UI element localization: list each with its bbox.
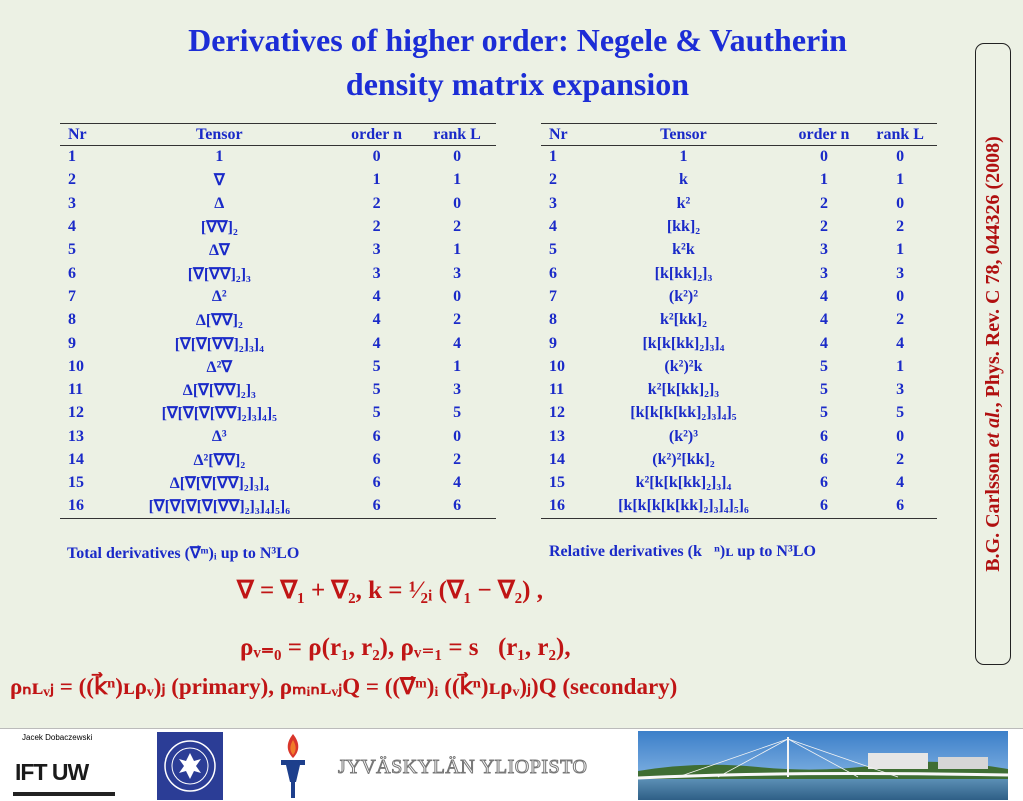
- cell-tensor: ∇: [213, 172, 225, 190]
- cell-rank: 5: [453, 404, 462, 422]
- cell-tensor: [∇∇]₂: [200, 219, 238, 237]
- cell-rank: 2: [896, 451, 905, 468]
- table-row: [60, 332, 496, 355]
- cell-tensor: k²[k[k[kk]₂]₃]₄: [635, 474, 732, 492]
- cell-nr: 14: [68, 451, 84, 468]
- table-row: [60, 309, 496, 332]
- table-row: [60, 146, 496, 169]
- cell-nr: 5: [68, 241, 76, 259]
- total-derivatives-table: [60, 123, 496, 519]
- cell-nr: 15: [549, 474, 565, 492]
- table-row: [541, 262, 937, 285]
- table-row: [541, 355, 937, 378]
- table-row: [541, 495, 937, 518]
- cell-rank: 0: [453, 148, 462, 166]
- table-row: [541, 448, 937, 471]
- cell-order: 5: [819, 404, 828, 422]
- header-rank: rank L: [418, 124, 496, 146]
- table-row: [541, 425, 937, 448]
- cell-order: 3: [819, 241, 828, 259]
- cell-rank: 3: [453, 264, 462, 282]
- cell-rank: 3: [453, 381, 462, 399]
- cell-order: 2: [372, 218, 381, 236]
- cell-order: 6: [335, 495, 418, 518]
- cell-tensor: k²[kk]₂: [659, 311, 707, 329]
- table-row: [60, 169, 496, 192]
- cell-order: 0: [372, 148, 381, 166]
- cell-order: 2: [819, 218, 828, 236]
- citation-ref: , Phys. Rev. C 78, 044326 (2008): [982, 136, 1004, 408]
- total-derivatives-caption: Total derivatives (∇⃗ᵐ)ᵢ up to N³LO: [67, 545, 300, 562]
- citation-authors: B.G. Carlsson: [982, 447, 1004, 572]
- header-rank: rank L: [863, 124, 937, 146]
- cell-rank: 0: [896, 148, 905, 166]
- footer: [0, 728, 1023, 801]
- cell-order: 5: [372, 357, 381, 375]
- cell-nr: 3: [68, 194, 76, 212]
- cell-tensor: [∇[∇∇]₂]₃: [187, 265, 251, 283]
- cell-tensor: [k[kk]₂]₃: [654, 264, 713, 282]
- cell-nr: 3: [549, 194, 557, 212]
- header-tensor: Tensor: [104, 124, 335, 146]
- cell-tensor: [k[k[k[k[kk]₂]₃]₄]₅]₆: [582, 495, 784, 518]
- title-line-2: density matrix expansion: [345, 66, 690, 102]
- cell-rank: 3: [896, 264, 905, 282]
- table-row: [60, 355, 496, 378]
- cell-order: 3: [819, 264, 828, 282]
- table-row: [60, 378, 496, 401]
- table-row: [60, 262, 496, 285]
- cell-order: 6: [785, 495, 864, 518]
- cell-tensor: Δ∇: [208, 242, 230, 260]
- cell-nr: 16: [60, 495, 104, 518]
- cell-nr: 11: [549, 381, 565, 399]
- cell-rank: 2: [453, 218, 462, 236]
- author-name: Jacek Dobaczewski: [22, 733, 93, 742]
- cell-rank: 2: [453, 311, 462, 329]
- cell-nr: 5: [549, 241, 557, 259]
- table-row: [541, 472, 937, 495]
- cell-tensor: [∇[∇[∇[∇[∇∇]₂]₃]₄]₅]₆: [104, 495, 335, 518]
- table-row: [60, 448, 496, 471]
- cell-nr: 4: [549, 218, 557, 236]
- equation-gradient-definitions: ∇ = ∇₁ + ∇₂, k = ¹⁄₂ᵢ (∇₁ − ∇₂) ,: [237, 577, 543, 604]
- table-row: [541, 239, 937, 262]
- cell-nr: 11: [68, 381, 84, 399]
- cell-tensor: [∇[∇[∇∇]₂]₃]₄: [174, 335, 264, 353]
- cell-nr: 4: [68, 218, 76, 236]
- cell-tensor: k: [678, 171, 688, 189]
- table-row: [60, 239, 496, 262]
- cell-nr: 6: [549, 264, 557, 282]
- cell-tensor: Δ²∇: [206, 358, 233, 376]
- cell-tensor: k²: [676, 194, 691, 212]
- cell-nr: 14: [549, 451, 565, 468]
- cell-rank: 1: [453, 357, 462, 375]
- warsaw-university-seal-icon: [157, 732, 223, 800]
- cell-tensor: Δ[∇[∇∇]₂]₃: [182, 382, 256, 400]
- header-order: order n: [335, 124, 418, 146]
- cell-rank: 4: [453, 474, 462, 492]
- cell-tensor: 1: [215, 148, 224, 166]
- header-nr: Nr: [60, 124, 104, 146]
- table-row: [541, 309, 937, 332]
- equation-density-definitions: ρᵥ₌₀ = ρ(r₁, r₂), ρᵥ₌₁ = s⃗(r₁, r₂),: [240, 634, 571, 661]
- cell-nr: 10: [68, 357, 84, 375]
- cell-tensor: (k²)³: [668, 427, 699, 445]
- cell-tensor: (k²)²: [668, 287, 699, 305]
- table-row: [60, 215, 496, 238]
- cell-order: 4: [819, 311, 828, 329]
- cell-tensor: (k²)²k: [664, 357, 703, 375]
- cell-order: 5: [819, 381, 828, 399]
- cell-rank: 0: [896, 427, 905, 445]
- header-nr: Nr: [541, 124, 582, 146]
- cell-order: 5: [819, 357, 828, 375]
- ift-uw-logo-text: IFT UW: [15, 759, 89, 785]
- cell-order: 2: [372, 194, 381, 212]
- table-row: [541, 146, 937, 169]
- table-row: [541, 192, 937, 215]
- cell-nr: 13: [549, 427, 565, 445]
- header-order: order n: [785, 124, 864, 146]
- cell-nr: 16: [541, 495, 582, 518]
- table-row: [60, 425, 496, 448]
- cell-rank: 0: [453, 287, 462, 305]
- cell-order: 0: [819, 148, 828, 166]
- cell-nr: 13: [68, 427, 84, 445]
- cell-nr: 6: [68, 264, 76, 282]
- cell-nr: 10: [549, 357, 565, 375]
- cell-rank: 1: [453, 171, 462, 189]
- cell-nr: 12: [549, 404, 565, 422]
- cell-nr: 9: [68, 334, 76, 352]
- cell-rank: 2: [896, 218, 905, 236]
- table-row: [60, 495, 496, 518]
- cell-rank: 3: [896, 381, 905, 399]
- cell-order: 6: [372, 474, 381, 492]
- cell-tensor: 1: [679, 148, 688, 166]
- cell-rank: 1: [453, 241, 462, 259]
- header-tensor: Tensor: [582, 124, 784, 146]
- cell-order: 5: [372, 381, 381, 399]
- cell-rank: 2: [896, 311, 905, 329]
- cell-order: 6: [372, 451, 381, 468]
- cell-order: 4: [372, 287, 381, 305]
- cell-order: 1: [819, 171, 828, 189]
- cell-order: 6: [819, 474, 828, 492]
- citation-text: [976, 44, 1010, 664]
- table-row: [60, 402, 496, 425]
- cell-rank: 4: [896, 474, 905, 492]
- cell-rank: 0: [896, 287, 905, 305]
- cell-rank: 0: [453, 194, 462, 212]
- cell-order: 1: [372, 171, 381, 189]
- slide-title: [70, 18, 965, 106]
- cell-nr: 1: [68, 148, 76, 166]
- table-row: [541, 215, 937, 238]
- table-row: [541, 332, 937, 355]
- cell-rank: 1: [896, 171, 905, 189]
- ift-uw-logo-bar: [13, 792, 115, 796]
- citation-etal: et al.: [982, 407, 1004, 448]
- cell-tensor: Δ²[∇∇]₂: [193, 452, 246, 469]
- cell-tensor: Δ[∇∇]₂: [195, 312, 243, 330]
- cell-nr: 8: [549, 311, 557, 329]
- cell-tensor: (k²)²[kk]₂: [652, 451, 715, 468]
- table-row: [60, 192, 496, 215]
- cell-order: 4: [819, 287, 828, 305]
- cell-nr: 8: [68, 311, 76, 329]
- cell-rank: 1: [896, 357, 905, 375]
- cell-rank: 2: [453, 451, 462, 468]
- cell-nr: 9: [549, 334, 557, 352]
- cell-rank: 4: [453, 334, 462, 352]
- cell-nr: 15: [68, 474, 84, 492]
- table-row: [541, 402, 937, 425]
- cell-tensor: [kk]₂: [666, 218, 701, 236]
- ift-uw-logo: [13, 759, 115, 799]
- campus-bridge-photo: [638, 731, 1008, 800]
- cell-order: 3: [372, 264, 381, 282]
- citation-box: [975, 43, 1011, 665]
- cell-order: 4: [372, 334, 381, 352]
- cell-order: 5: [372, 404, 381, 422]
- cell-nr: 1: [549, 148, 557, 166]
- cell-nr: 7: [68, 287, 76, 305]
- table-row: [541, 169, 937, 192]
- title-line-1: Derivatives of higher order: Negele & Vautherin: [188, 22, 847, 58]
- cell-tensor: Δ: [214, 194, 225, 212]
- cell-tensor: [∇[∇[∇[∇∇]₂]₃]₄]₅: [161, 405, 277, 423]
- table-row: [541, 285, 937, 308]
- cell-nr: 7: [549, 287, 557, 305]
- cell-nr: 12: [68, 404, 84, 422]
- cell-tensor: k²[k[kk]₂]₃: [647, 381, 720, 399]
- cell-rank: 0: [453, 427, 462, 445]
- cell-order: 2: [819, 194, 828, 212]
- cell-tensor: Δ³: [211, 427, 227, 445]
- relative-derivatives-table: [541, 123, 937, 519]
- cell-order: 4: [819, 334, 828, 352]
- cell-order: 6: [819, 451, 828, 468]
- torch-logo-icon: [275, 732, 311, 800]
- table-row: [60, 472, 496, 495]
- table-row: [541, 378, 937, 401]
- cell-nr: 2: [68, 171, 76, 189]
- cell-tensor: Δ²: [211, 287, 227, 305]
- table-row: [60, 285, 496, 308]
- relative-derivatives-caption: Relative derivatives (k⃗ⁿ)ʟ up to N³LO: [549, 543, 816, 560]
- cell-rank: 6: [418, 495, 496, 518]
- cell-nr: 2: [549, 171, 557, 189]
- cell-rank: 5: [896, 404, 905, 422]
- cell-rank: 6: [863, 495, 937, 518]
- cell-tensor: [k[k[kk]₂]₃]₄: [642, 334, 725, 352]
- cell-order: 6: [372, 427, 381, 445]
- cell-order: 4: [372, 311, 381, 329]
- cell-tensor: Δ[∇[∇[∇∇]₂]₃]₄: [169, 475, 269, 493]
- cell-rank: 1: [896, 241, 905, 259]
- university-name-logo: JYVÄSKYLÄN YLIOPISTO: [338, 756, 588, 778]
- cell-tensor: k²k: [672, 241, 695, 259]
- equation-primary-secondary-densities: ρₙʟᵥⱼ = ((k⃗ⁿ)ʟρᵥ)ⱼ (primary), ρₘᵢₙʟᵥⱼQ = ((∇⃗ᵐ)ᵢ ((k⃗ⁿ)ʟρᵥ)ⱼ)Q (secondary): [10, 674, 678, 699]
- cell-tensor: [k[k[k[kk]₂]₃]₄]₅: [630, 404, 737, 422]
- cell-order: 3: [372, 241, 381, 259]
- cell-rank: 0: [896, 194, 905, 212]
- cell-rank: 4: [896, 334, 905, 352]
- cell-order: 6: [819, 427, 828, 445]
